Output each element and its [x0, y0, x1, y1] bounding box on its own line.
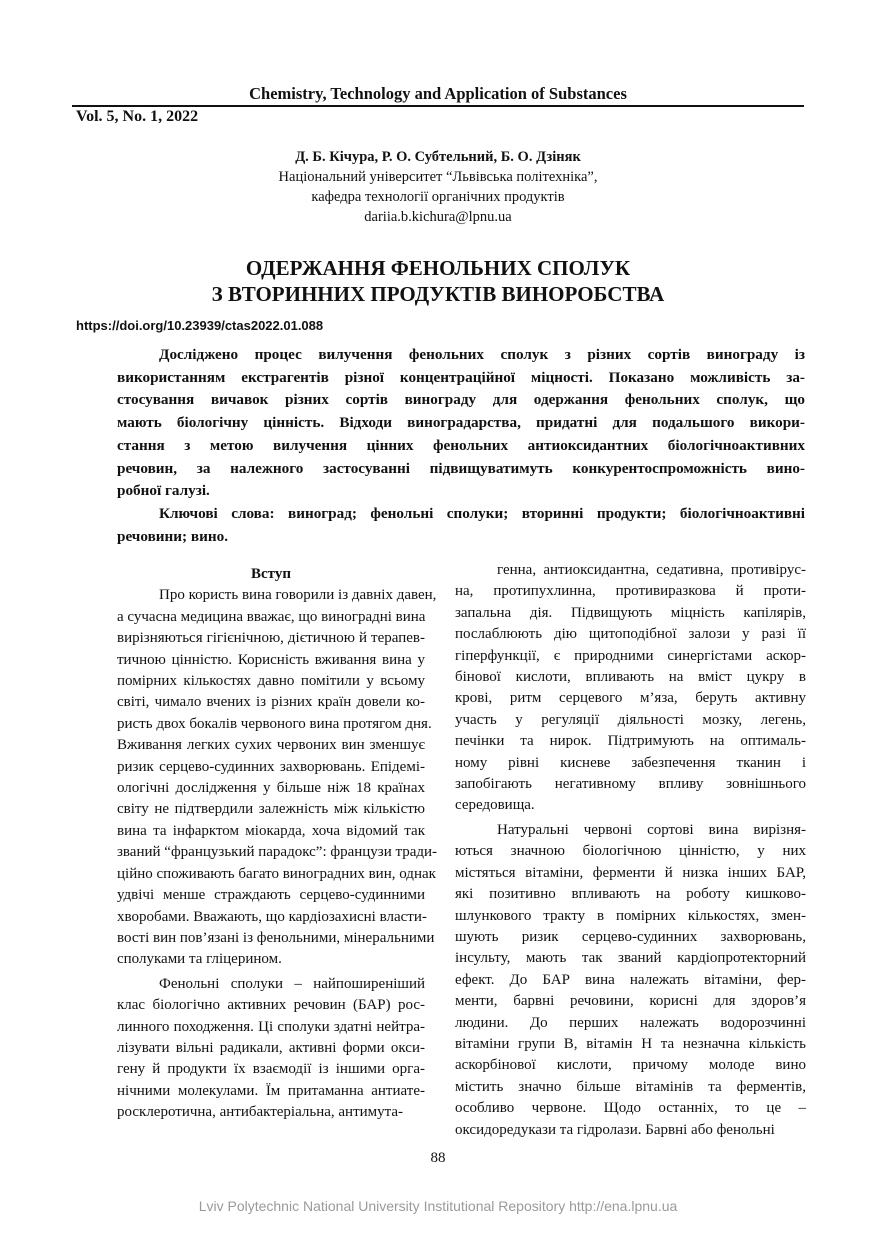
text-line: запальна дія. Підвищують міцність капілярів,	[455, 604, 806, 621]
text-line: оксидоредукази та гідролази. Барвні або фенольні	[455, 1121, 775, 1138]
text-line: ологічні дослідження у більше ніж 18 країнах	[117, 780, 425, 797]
text-line: ційно споживають багато виноградних вин, однак	[117, 865, 436, 882]
text-line: мають біологічну цінність. Відходи виноградарства, придатні для подальшого викори-	[117, 414, 805, 432]
text-line: стосування вичавок різних сортів винограду для одержання фенольних сполук, що	[117, 391, 805, 409]
text-line: гену й продукти їх взаємодії із іншими орга-	[117, 1061, 425, 1078]
text-line: вітаміни групи В, вітамін Н та незначна кількість	[455, 1035, 806, 1052]
text-line: лізувати вільні радикали, активні форми окси-	[117, 1039, 425, 1056]
article-title	[0, 255, 876, 307]
text-line: Натуральні червоні сортові вина вирізня-	[497, 821, 806, 838]
text-line: світі, чимало вчених із різних країн довели ко-	[117, 694, 425, 711]
abstract	[117, 344, 805, 548]
text-line: крові, ритм серцевого м’яза, беруть активну	[455, 690, 806, 707]
text-line: помірних кількостях давно помітили у всьому	[117, 673, 425, 690]
volume-info: Vol. 5, No. 1, 2022	[76, 108, 199, 125]
paragraph	[117, 974, 425, 1124]
text-line: стання з метою вилучення цінних фенольних антиоксидантних біологічноактивних	[117, 436, 805, 454]
text-line: генна, антиоксидантна, седативна, противірус-	[497, 562, 806, 578]
affiliation: Національний університет “Львівська політехніка”,	[278, 169, 598, 185]
text-line: вості вин пов’язані із фенольними, мінеральними	[117, 929, 435, 946]
left-column	[117, 564, 438, 1127]
paragraph	[117, 585, 438, 970]
text-line: містяться вітаміни, ферменти й низка інших БАР,	[455, 864, 806, 881]
text-line: послаблюють дію щитоподібної залози у разі її	[455, 626, 806, 643]
text-line: використанням екстрагентів різної концентраційної міцності. Показано можливість за-	[117, 368, 805, 386]
doi-link[interactable]: https://doi.org/10.23939/ctas2022.01.088	[76, 318, 324, 333]
text-line: світу не підтвердили залежність між кількістю	[117, 801, 425, 818]
text-line: клас біологічно активних речовин (БАР) рос-	[117, 997, 425, 1014]
title-line: ОДЕРЖАННЯ ФЕНОЛЬНИХ СПОЛУК	[245, 256, 631, 280]
text-line: речовин, за належного застосуванні підвищуватимуть конкурентоспроможність вино-	[117, 459, 805, 477]
paragraph	[455, 820, 806, 1141]
text-line: росклеротична, антибактеріальна, антимута-	[117, 1104, 404, 1121]
text-line: сполуками та гліцерином.	[117, 951, 282, 968]
text-line: ються значною біологічною цінністю, у них	[455, 843, 806, 860]
title-line: З ВТОРИННИХ ПРОДУКТІВ ВИНОРОБСТВА	[211, 282, 665, 306]
keywords	[117, 503, 805, 548]
text-line: ризик серцево-судинних захворювань. Епідемі-	[117, 758, 425, 775]
department: кафедра технології органічних продуктів	[311, 189, 565, 205]
journal-title: Chemistry, Technology and Application of Substances	[249, 84, 627, 103]
text-line: вина та інфарктом міокарда, хоча відомий так	[117, 822, 425, 839]
text-line: аскорбінової кислоти, причому молоде вино	[455, 1057, 806, 1074]
text-line: менти, барвні речовини, корисні для здоров’я	[455, 993, 806, 1010]
text-line: людини. До перших належать водорозчинні	[455, 1014, 806, 1031]
text-line: середовища.	[455, 797, 535, 814]
section-heading: Вступ	[251, 566, 291, 582]
text-line: робної галузі.	[117, 482, 210, 500]
text-line: на, протипухлинна, противиразкова й проти-	[455, 583, 806, 600]
text-line: тичною цінністю. Корисність вживання вина у	[117, 651, 425, 668]
text-line: гіперфункції, є природними синергістами аскор-	[455, 647, 806, 664]
text-line: ристь двох бокалів червоного вина протягом дня.	[117, 715, 432, 732]
text-line: а сучасна медицина вважає, що виноградні вина	[117, 608, 426, 625]
text-line: Вживання легких сухих червоних вин зменшує	[117, 737, 425, 754]
text-line: участь у регуляції діяльності мозку, легень,	[455, 711, 806, 728]
author-email[interactable]: dariia.b.kichura@lpnu.ua	[364, 209, 512, 225]
text-line: містить значно більше вітамінів та ферментів,	[455, 1078, 806, 1095]
page-number: 88	[430, 1150, 446, 1166]
header-divider	[72, 105, 804, 107]
abstract-text	[117, 344, 805, 503]
text-line: Ключові слова: виноград; фенольні сполуки; вторинні продукти; біологічноактивні	[159, 504, 805, 522]
author-names: Д. Б. Кічура, Р. О. Субтельний, Б. О. Дзіняк	[295, 149, 581, 165]
right-column	[455, 560, 806, 1144]
text-line: хворобами. Вважають, що кардіозахисні власти-	[117, 908, 427, 925]
text-line: печінки та нирок. Підтримують на оптималь-	[455, 733, 806, 750]
author-block	[0, 147, 876, 227]
text-line: бінової кислоти, впливають на вміст цукру в	[455, 669, 806, 686]
text-line: запобігають негативному впливу зовнішнього	[455, 776, 806, 793]
text-line: ефект. До БАР вина належать вітаміни, фер-	[455, 971, 806, 988]
repository-footer[interactable]: Lviv Polytechnic National University Institutional Repository http://ena.lpnu.ua	[198, 1198, 678, 1214]
text-line: званий “французький парадокс”: французи тради-	[117, 844, 438, 861]
text-line: ному рівні кисневе забезпечення тканин і	[455, 754, 806, 771]
text-line: Про користь вина говорили із давніх давен,	[159, 587, 437, 604]
text-line: Фенольні сполуки – найпоширеніший	[159, 975, 425, 992]
text-line: линного походження. Ці сполуки здатні нейтра-	[117, 1018, 425, 1035]
text-line: особливо червоне. Щодо останніх, то це –	[455, 1100, 806, 1117]
text-line: інсульту, мають так званий кардіопротекторний	[455, 950, 806, 967]
paragraph	[455, 560, 806, 817]
text-line: які позитивно впливають на роботу кишково-	[455, 886, 806, 903]
text-line: вирізняються гігієнічною, дієтичною й терапев-	[117, 630, 425, 647]
text-line: удвічі менше страждають серцево-судинними	[117, 887, 425, 904]
text-line: шлункового тракту в помірних кількостях, змен-	[455, 907, 806, 924]
text-line: шують ризик серцево-судинних захворювань,	[455, 928, 806, 945]
text-line: нічними молекулами. Їм притаманна антиате-	[117, 1082, 425, 1099]
text-line: речовини; вино.	[117, 527, 228, 545]
text-line: Досліджено процес вилучення фенольних сполук з різних сортів винограду із	[159, 346, 805, 363]
